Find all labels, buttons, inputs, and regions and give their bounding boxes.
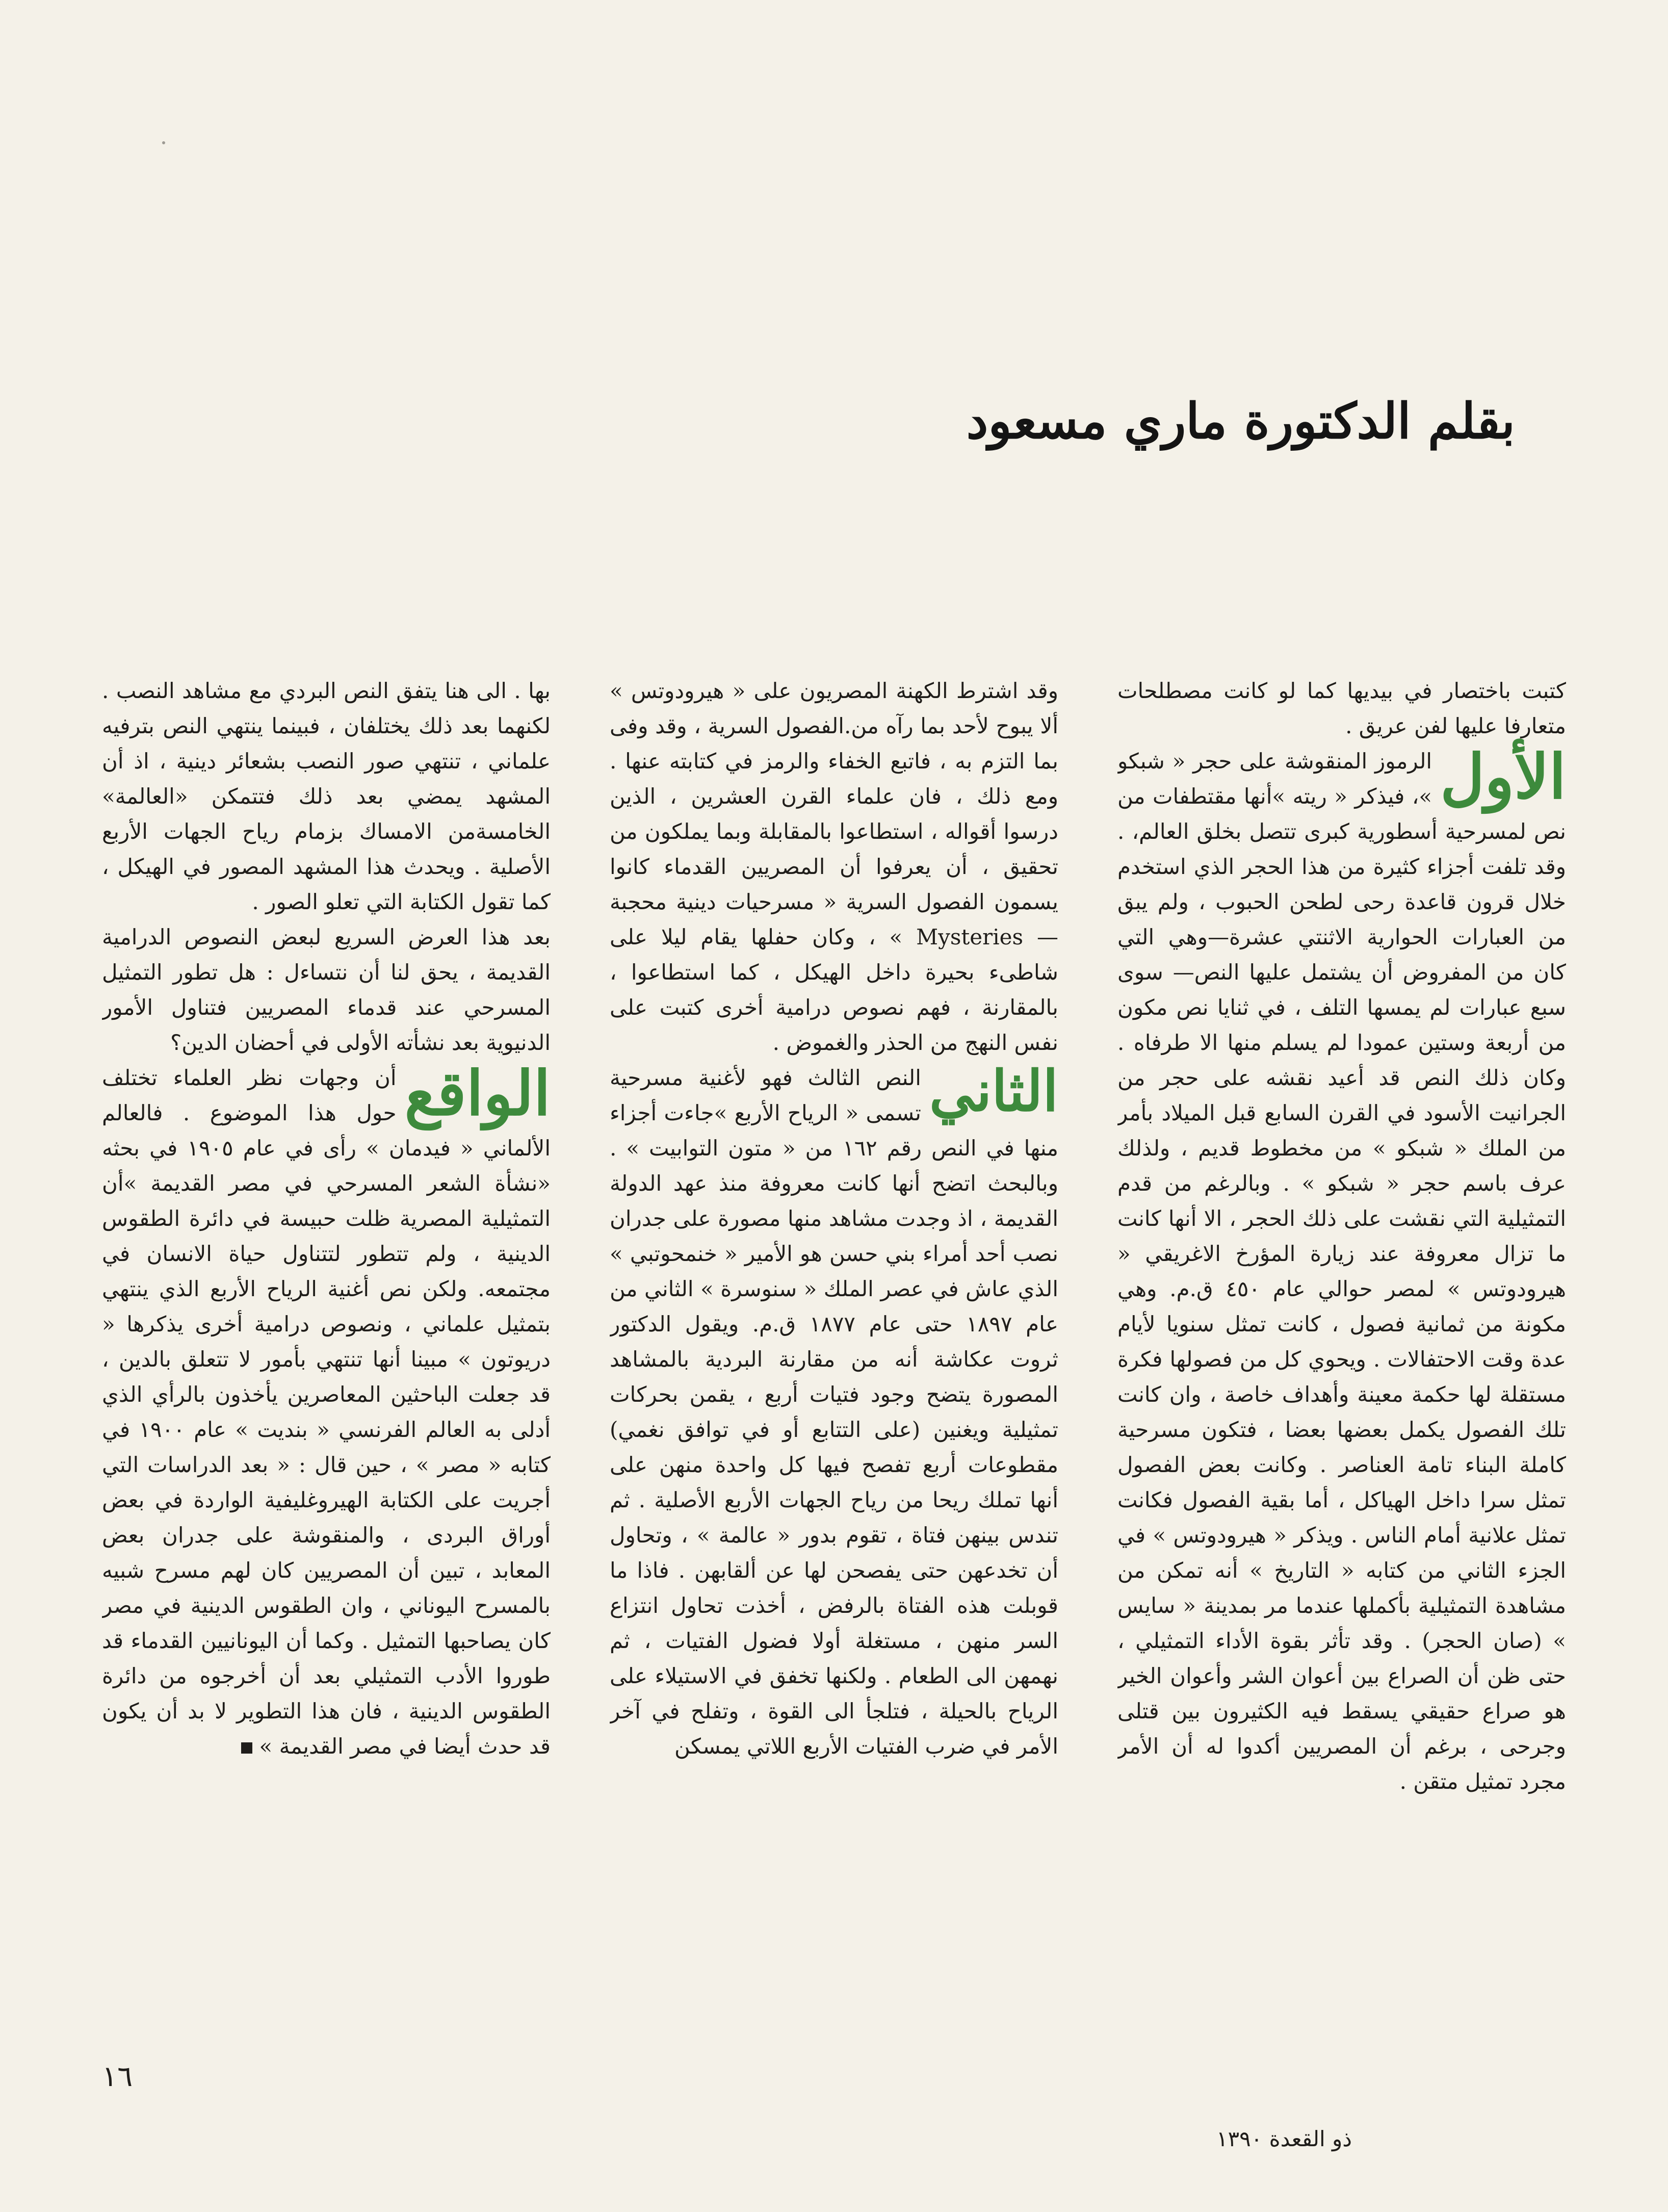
paragraph: بعد هذا العرض السريع لبعض النصوص الدرامية القديمة ، يحق لنا أن نتساءل : هل تطور التمثيل المسرحي عند قدماء المصريين فتناول الأمور الدنيوية بعد نشأته الأولى في أحضان الدين؟: [102, 924, 551, 1055]
ornament-initial: الواقع: [404, 1058, 551, 1129]
column-middle: [610, 673, 1058, 2040]
paragraph-text: أن وجهات نظر العلماء تختلف حول هذا الموضوع . فالعالم الألماني « فيدمان » رأى في عام ١٩٠٥ في بحثه «نشأة الشعر المسرحي في مصر القديمة »أن التمثيلية المصرية ظلت حبيسة في دائرة الطقوس الدينية ، ولم تتطور لتتناول حياة الانسان في مجتمعه. ولكن نص أغنية الرياح الأربع الذي ينتهي بتمثيل علماني ، ونصوص درامية أخرى يذكرها « دريوتون » مبينا أنها تنتهي بأمور لا تتعلق بالدين ، قد جعلت الباحثين المعاصرين يأخذون بالرأي الذي أدلى به العالم الفرنسي « بنديت » عام ١٩٠٠ في كتابه « مصر » ، حين قال : « بعد الدراسات التي أجريت على الكتابة الهيروغليفية الواردة في بعض أوراق البردى ، والمنقوشة على جدران بعض المعابد ، تبين أن المصريين كان لهم مسرح شبيه بالمسرح اليوناني ، وان الطقوس الدينية في مصر كان يصاحبها التمثيل . وكما أن اليونانيين القدماء قد طوروا الأدب التمثيلي بعد أن أخرجوه من دائرة الطقوس الدينية ، فان هذا التطوير لا بد أن يكون قد حدث أيضا في مصر القديمة »: [102, 1065, 551, 1759]
article-columns: [102, 673, 1566, 2040]
paragraph: وقد اشترط الكهنة المصريون على « هيرودوتس » ألا يبوح لأحد بما رآه من.الفصول السرية ، وقد وفى بما التزم به ، فاتبع الخفاء والرمز في كتابته عنها . ومع ذلك ، فان علماء القرن العشرين ، الذين درسوا أقواله ، استطاعوا بالمقابلة وبما يملكون من تحقيق ، أن يعرفوا أن المصريين القدماء كانوا يسمون الفصول السرية « مسرحيات دينية محجبة — Mysteries » ، وكان حفلها يقام ليلا على شاطىء بحيرة داخل الهيكل ، كما استطاعوا ، بالمقارنة ، فهم نصوص درامية أخرى كتبت على نفس النهج من الحذر والغموض .: [610, 678, 1058, 1055]
paragraph-text: الرموز المنقوشة على حجر « شبكو »، فيذكر « ريته »أنها مقتطفات من نص لمسرحية أسطورية كبرى تتصل بخلق العالم، . وقد تلفت أجزاء كثيرة من هذا الحجر الذي استخدم خلال قرون قاعدة رحى لطحن الحبوب ، ولم يبق من العبارات الحوارية الاثنتي عشرة—وهي التي كان من المفروض أن يشتمل عليها النص— سوى سبع عبارات لم يمسها التلف ، في ثنايا نص مكون من أربعة وستين عمودا لم يسلم منها الا طرفاه . وكان ذلك النص قد أعيد نقشه على حجر من الجرانيت الأسود في القرن السابع قبل الميلاد بأمر من الملك « شبكو » من مخطوط قديم ، ولذلك عرف باسم حجر « شبكو » . وبالرغم من قدم التمثيلية التي نقشت على ذلك الحجر ، الا أنها كانت ما تزال معروفة عند زيارة المؤرخ الاغريقي « هيرودوتس » لمصر حوالي عام ٤٥٠ ق.م. وهي مكونة من ثمانية فصول ، كانت تمثل سنويا لأيام عدة وقت الاحتفالات . ويحوي كل من فصولها فكرة مستقلة لها حكمة معينة وأهداف خاصة ، وان كانت تلك الفصول يكمل بعضها بعضا ، فتكون مسرحية كاملة البناء تامة العناصر . وكانت بعض الفصول تمثل سرا داخل الهياكل ، أما بقية الفصول فكانت تمثل علانية أمام الناس . ويذكر « هيرودوتس » في الجزء الثاني من كتابه « التاريخ » أنه تمكن من مشاهدة التمثيلية بأكملها عندما مر بمدينة « سايس » (صان الحجر) . وقد تأثر بقوة الأداء التمثيلي ، حتى ظن أن الصراع بين أعوان الشر وأعوان الخير هو صراع حقيقي يسقط فيه الكثيرون بين قتلى وجرحى ، برغم أن المصريين أكدوا له أن الأمر مجرد تمثيل متقن .: [1117, 749, 1566, 1794]
ornament-initial: الثاني: [929, 1058, 1058, 1124]
column-right: [1117, 673, 1566, 2040]
paragraph: كتبت باختصار في بيديها كما لو كانت مصطلحات متعارفا عليها لفن عريق .: [1117, 678, 1566, 738]
paper-speck: [162, 141, 165, 144]
ornament-initial: الأول: [1440, 741, 1566, 813]
paragraph-text: النص الثالث فهو لأغنية مسرحية تسمى « الرياح الأربع »جاءت أجزاء منها في النص رقم ١٦٢ من « متون التوابيت » . وبالبحث اتضح أنها كانت معروفة منذ عهد الدولة القديمة ، اذ وجدت مشاهد منها مصورة على جدران نصب أحد أمراء بني حسن هو الأمير « خنمحوتبي » الذي عاش في عصر الملك « سنوسرة » الثاني من عام ١٨٩٧ حتى عام ١٨٧٧ ق.م. ويقول الدكتور ثروت عكاشة أنه من مقارنة البردية بالمشاهد المصورة يتضح وجود فتيات أربع ، يقمن بحركات تمثيلية ويغنين (على التتابع أو في توافق نغمي) مقطوعات أربع تفصح فيها كل واحدة منهن على أنها تملك ريحا من رياح الجهات الأربع الأصلية . ثم تندس بينهن فتاة ، تقوم بدور « عالمة » ، وتحاول أن تخدعهن حتى يفصحن لها عن ألقابهن . فاذا ما قوبلت هذه الفتاة بالرفض ، أخذت تحاول انتزاع السر منهن ، مستغلة أولا فضول الفتيات ، ثم نهمهن الى الطعام . ولكنها تخفق في الاستيلاء على الرياح بالحيلة ، فتلجأ الى القوة ، وتفلح في آخر الأمر في ضرب الفتيات الأربع اللاتي يمسكن: [610, 1065, 1058, 1759]
paragraph: بها . الى هنا يتفق النص البردي مع مشاهد النصب . لكنهما بعد ذلك يختلفان ، فبينما ينتهي النص بترفيه علماني ، تنتهي صور النصب بشعائر دينية ، اذ أن المشهد يمضي بعد ذلك فتتمكن «العالمة» الخامسةمن الامساك بزمام رياح الجهات الأربع الأصلية . ويحدث هذا المشهد المصور في الهيكل ، كما تقول الكتابة التي تعلو الصور .: [102, 678, 551, 914]
paragraph-with-ornament: [1117, 743, 1566, 1799]
page-number: ١٦: [102, 2060, 133, 2093]
paragraph-with-ornament: [102, 1060, 551, 1764]
issue-date: ذو القعدة ١٣٩٠: [1216, 2126, 1352, 2151]
paragraph-with-ornament: [610, 1060, 1058, 1764]
column-left: [102, 673, 551, 2040]
author-byline: بقلم الدكتورة ماري مسعود: [966, 392, 1515, 450]
end-of-article-mark: [241, 1742, 252, 1754]
